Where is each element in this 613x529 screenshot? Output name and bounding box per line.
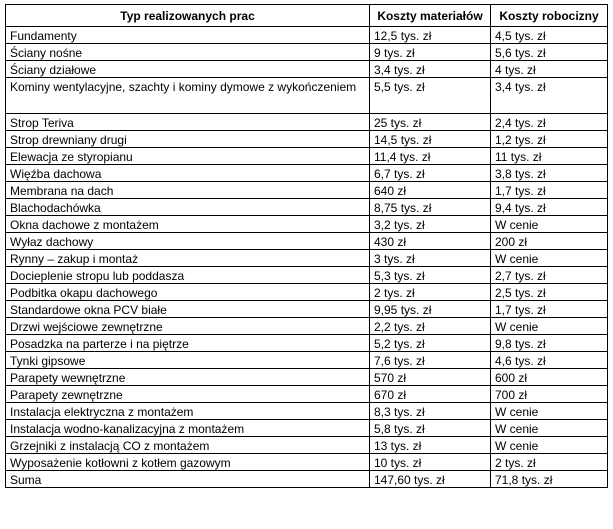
table-row [6,78,608,114]
table-row [6,301,608,318]
labor-cell: 1,7 tys. zł [491,301,608,318]
labor-cell: 2,4 tys. zł [491,114,608,131]
materials-cell: 9 tys. zł [370,44,491,61]
table-row [6,250,608,267]
labor-cell: 700 zł [491,386,608,403]
work-cell: Wyłaz dachowy [6,233,370,250]
materials-cell: 5,2 tys. zł [370,335,491,352]
table-row [6,114,608,131]
cost-table-container [5,4,608,488]
materials-cell: 2 tys. zł [370,284,491,301]
labor-cell: W cenie [491,437,608,454]
work-cell: Posadzka na parterze i na piętrze [6,335,370,352]
work-cell: Wyposażenie kotłowni z kotłem gazowym [6,454,370,471]
work-cell: Membrana na dach [6,182,370,199]
table-row [6,216,608,233]
labor-cell: W cenie [491,250,608,267]
materials-cell: 10 tys. zł [370,454,491,471]
table-row [6,27,608,44]
materials-cell: 3 tys. zł [370,250,491,267]
labor-cell: W cenie [491,420,608,437]
table-row [6,44,608,61]
spellcheck-word: Teriva [41,116,74,130]
materials-cell: 11,4 tys. zł [370,148,491,165]
labor-cell: 200 zł [491,233,608,250]
table-row [6,454,608,471]
work-cell: Drzwi wejściowe zewnętrzne [6,318,370,335]
labor-cell: 5,6 tys. zł [491,44,608,61]
labor-cell: 4 tys. zł [491,61,608,78]
work-cell: Tynki gipsowe [6,352,370,369]
total-labor-cell: 71,8 tys. zł [491,471,608,488]
materials-cell: 430 zł [370,233,491,250]
table-row [6,403,608,420]
labor-cell: 1,7 tys. zł [491,182,608,199]
table-header-row [6,5,608,27]
materials-cell: 5,3 tys. zł [370,267,491,284]
materials-cell: 6,7 tys. zł [370,165,491,182]
work-cell: Podbitka okapu dachowego [6,284,370,301]
total-materials-cell: 147,60 tys. zł [370,471,491,488]
work-cell: Więźba dachowa [6,165,370,182]
table-total-row [6,471,608,488]
labor-cell: 4,6 tys. zł [491,352,608,369]
materials-cell: 3,2 tys. zł [370,216,491,233]
materials-cell: 3,4 tys. zł [370,61,491,78]
materials-cell: 670 zł [370,386,491,403]
work-cell: Docieplenie stropu lub poddasza [6,267,370,284]
header-labor-costs: Koszty robocizny [491,5,608,27]
materials-cell: 9,95 tys. zł [370,301,491,318]
work-cell: Ściany nośne [6,44,370,61]
labor-cell: 2,7 tys. zł [491,267,608,284]
labor-cell: 600 zł [491,369,608,386]
work-cell: Blachodachówka [6,199,370,216]
work-cell: Instalacja elektryczna z montażem [6,403,370,420]
labor-cell: 9,8 tys. zł [491,335,608,352]
labor-cell: 9,4 tys. zł [491,199,608,216]
materials-cell: 7,6 tys. zł [370,352,491,369]
work-cell: Instalacja wodno-kanalizacyjna z montażem [6,420,370,437]
table-row [6,61,608,78]
materials-cell: 640 zł [370,182,491,199]
table-row [6,318,608,335]
materials-cell: 8,75 tys. zł [370,199,491,216]
materials-cell: 8,3 tys. zł [370,403,491,420]
table-row [6,352,608,369]
table-row [6,148,608,165]
labor-cell: 11 tys. zł [491,148,608,165]
materials-cell: 5,5 tys. zł [370,78,491,114]
materials-cell: 12,5 tys. zł [370,27,491,44]
materials-cell: 2,2 tys. zł [370,318,491,335]
table-row [6,369,608,386]
labor-cell: 3,8 tys. zł [491,165,608,182]
header-material-costs: Koszty materiałów [370,5,491,27]
table-row [6,131,608,148]
work-cell: Rynny – zakup i montaż [6,250,370,267]
table-row [6,182,608,199]
table-row [6,199,608,216]
materials-cell: 14,5 tys. zł [370,131,491,148]
labor-cell: 3,4 tys. zł [491,78,608,114]
work-cell: Parapety zewnętrzne [6,386,370,403]
labor-cell: W cenie [491,216,608,233]
labor-cell: 2,5 tys. zł [491,284,608,301]
work-text: Strop [10,116,42,130]
work-cell: Grzejniki z instalacją CO z montażem [6,437,370,454]
materials-cell: 25 tys. zł [370,114,491,131]
table-row [6,165,608,182]
table-row [6,386,608,403]
table-row [6,267,608,284]
work-cell: Elewacja ze styropianu [6,148,370,165]
table-row [6,335,608,352]
materials-cell: 5,8 tys. zł [370,420,491,437]
labor-cell: 2 tys. zł [491,454,608,471]
table-row [6,284,608,301]
work-cell: Strop drewniany drugi [6,131,370,148]
materials-cell: 570 zł [370,369,491,386]
cost-table [5,4,608,488]
work-cell: Okna dachowe z montażem [6,216,370,233]
labor-cell: 1,2 tys. zł [491,131,608,148]
work-cell: Kominy wentylacyjne, szachty i kominy dymowe z wykończeniem [6,78,370,114]
table-row [6,420,608,437]
table-row [6,437,608,454]
labor-cell: W cenie [491,318,608,335]
materials-cell: 13 tys. zł [370,437,491,454]
work-cell [6,114,370,131]
work-cell: Ściany działowe [6,61,370,78]
labor-cell: W cenie [491,403,608,420]
labor-cell: 4,5 tys. zł [491,27,608,44]
table-row [6,233,608,250]
work-cell: Fundamenty [6,27,370,44]
total-label-cell: Suma [6,471,370,488]
work-cell: Parapety wewnętrzne [6,369,370,386]
work-cell: Standardowe okna PCV białe [6,301,370,318]
header-work-type: Typ realizowanych prac [6,5,370,27]
